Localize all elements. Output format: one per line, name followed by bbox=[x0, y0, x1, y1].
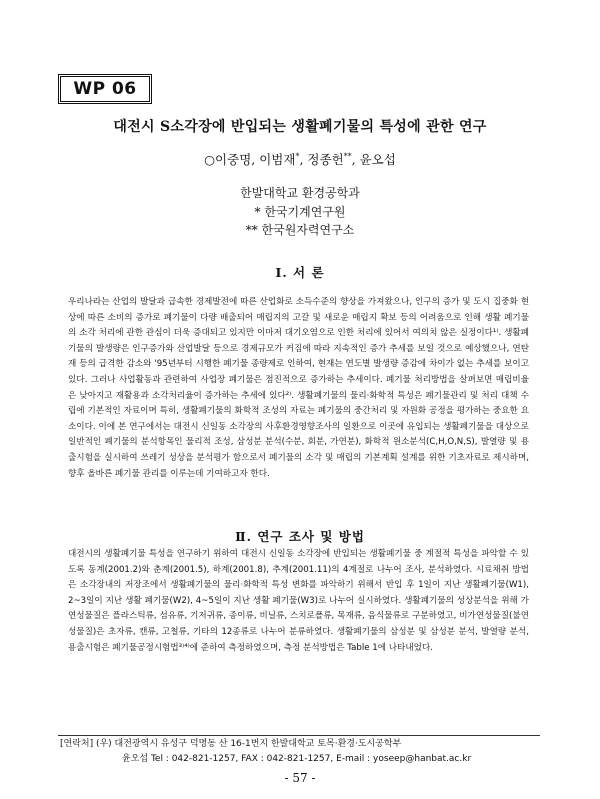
author-list bbox=[60, 150, 540, 168]
paper-title: 대전시 S소각장에 반입되는 생활폐기물의 특성에 관한 연구 bbox=[113, 119, 487, 135]
section-heading-introduction: Ⅰ. 서 론 bbox=[275, 265, 325, 280]
author-3: , 정종헌 bbox=[299, 152, 344, 167]
section-body-methods: 대전시의 생활폐기물 특성을 연구하기 위하여 대전시 신일동 소각장에 반입되는 생활폐기물 중 계절적 특성을 파악할 수 있도록 동계(2001.2)와 춘계(2001.5), 하계(2001.8), 추계(2001.11)의 4계절로 나누어 조사, 분석하였다. 시료채취 방법은 소각장내의 저장조에서 생활폐기물의 물리·화학적 특성 변화를 파악하기 위해서 반입 후 1일이 지난 생활폐기물(W1), 2~3일이 지난 생활 폐기물(W2), 4~5일이 지난 생활 폐기물(W3)로 나누어 실시하였다. 생활폐기물의 성상분석을 위해 가연성물질은 플라스틱류, 섬유류, 기저귀류, 종이류, 비닐류, 스치로폴류, 목재류, 음식물류로 구분하였고, 비가연성물질(불연성물질)은 초자류, 캔류, 고철류, 기타의 12종류로 나누어 분류하였다. 생활폐기물의 삼성분 및 삼성분 분석, 발열량 분석, 용출시험은 폐기물공정시험법³⁾⁴⁾에 준하여 측정하였으며, 측정 분석방법은 Table 1에 나타내었다. bbox=[68, 549, 529, 653]
author-1: ○이중명, bbox=[204, 152, 260, 167]
page-number: - 57 - bbox=[284, 771, 316, 785]
author-2-mark: * bbox=[295, 151, 300, 161]
contact-address: [연락처] (우) 대전광역시 유성구 덕명동 산 16-1번지 한발대학교 토목·환경·도시공학부 bbox=[60, 739, 402, 749]
session-badge: WP 06 bbox=[58, 74, 152, 104]
author-3-mark: ** bbox=[343, 151, 352, 161]
footer-divider bbox=[58, 735, 540, 736]
section-heading-methods: Ⅱ. 연구 조사 및 방법 bbox=[235, 529, 365, 544]
affiliation-1: 한발대학교 환경공학과 bbox=[240, 186, 360, 200]
contact-details: 윤오섭 Tel : 042-821-1257, FAX : 042-821-1257, E-mail : yoseep@hanbat.ac.kr bbox=[122, 754, 472, 764]
section-body-introduction: 우리나라는 산업의 발달과 급속한 경제발전에 따른 산업화로 소득수준의 향상을 가져왔으나, 인구의 증가 및 도시 집중화 현상에 따른 소비의 증가로 폐기물이 다량 배출되어 매립지의 고갈 및 새로운 매립지 확보 등의 어려움으로 인해 생활 폐기물의 소각 처리에 관한 관심이 더욱 증대되고 있지만 이마저 대기오염으로 인한 처리에 있어서 여의치 않은 실정이다¹⁾. 생활폐기물의 발생량은 인구증가와 산업발달 등으로 경제규모가 커짐에 따라 지속적인 증가 추세를 보일 것으로 예상했으나, 연탄재 등의 급격한 감소와 '95년부터 시행한 폐기물 종량제로 인하여, 현재는 연도별 발생량 증감에 차이가 없는 추세를 보이고 있다. 그러나 사업활동과 관련하여 사업장 폐기물은 점진적으로 증가하는 추세이다. 폐기물 처리방법을 살펴보면 매립비율은 낮아지고 재활용과 소각처리율이 증가하는 추세에 있다²⁾. 생활폐기물의 물리·화학적 특성은 폐기물관리 및 처리 대책 수립에 기본적인 자료이며 특히, 생활폐기물의 화학적 조성의 자료는 폐기물의 중간처리 및 자원화 공정을 평가하는 중요한 요소이다. 이에 본 연구에서는 대전시 신일동 소각장의 사후환경영향조사의 일환으로 이곳에 유입되는 생활폐기물을 대상으로 일반적인 폐기물의 분석항목인 물리적 조성, 삼성분 분석(수분, 회분, 가연분), 화학적 원소분석(C,H,O,N,S), 발열량 및 용출시험을 실시하여 쓰레기 성상을 분석평가 함으로서 폐기물의 소각 및 매립의 기본계획 설계를 위한 기초자료로 제시하며, 향후 올바른 폐기물 관리를 이루는데 기여하고자 한다. bbox=[68, 297, 529, 479]
author-4: , 윤오섭 bbox=[351, 152, 396, 167]
author-2: 이범재 bbox=[259, 152, 296, 167]
affiliation-2: * 한국기계연구원 bbox=[254, 205, 346, 219]
contact-info bbox=[60, 737, 471, 767]
affiliation-3: ** 한국원자력연구소 bbox=[245, 223, 355, 237]
